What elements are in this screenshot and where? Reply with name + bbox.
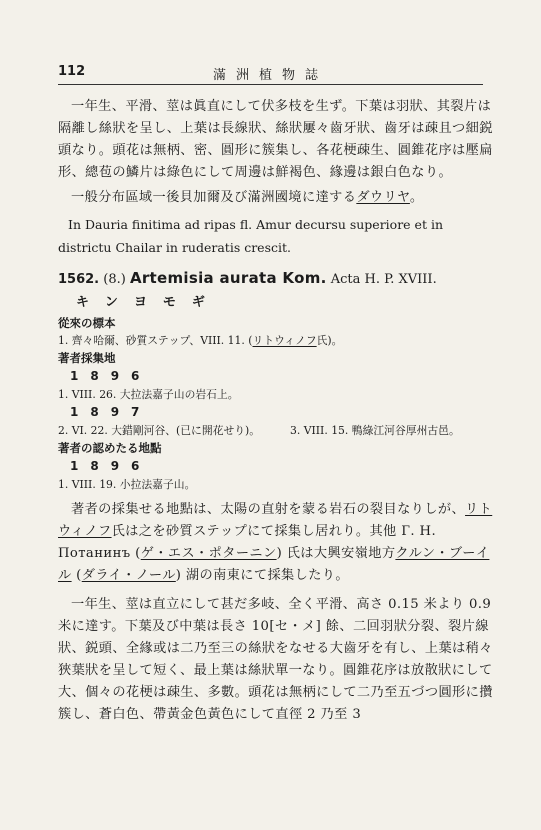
previous-record-end: 氏)。 xyxy=(316,334,343,347)
record-item: 1. VIII. 19. 小拉法嘉子山。 xyxy=(58,478,196,491)
description-paragraph: 一年生、平滑、莖は眞直にして伏多枝を生ず。下葉は羽狀、其裂片は隔離し絲狀を呈し、上葉は長線狀、絲狀屢々齒牙狀、齒牙は疎且つ細鋭頭なり。頭花は無柄、密、圓形に簇集し、各花梗疎生、圓錐花序は壓扁形、總苞の鱗片は綠色にして周邊は鮮褐色、緣邊は銀白色なり。 xyxy=(58,99,493,180)
japanese-name: キンヨモギ xyxy=(76,295,221,310)
page-body xyxy=(58,96,493,726)
entry-subnumber: (8.) xyxy=(103,272,126,287)
collector-name: リトウィノフ xyxy=(58,502,493,539)
habitat-text: 著者の採集せる地點は、太陽の直射を蒙る岩石の裂目なりしが、 xyxy=(71,502,466,517)
record-item: 1. VIII. 26. 大拉法嘉子山の岩石上。 xyxy=(58,388,239,401)
habitat-paragraph xyxy=(58,499,493,587)
section-previous-specimens: 從來の標本 xyxy=(58,316,116,330)
latin-paragraph: In Dauria finitima ad ripas fl. Amur decursu superiore et in districtu Chailar in ruderatis crescit. xyxy=(58,217,443,255)
habitat-text: ) 湖の南東にて採集したり。 xyxy=(175,568,349,583)
scientific-name: Artemisia aurata Kom. xyxy=(129,269,327,287)
year-heading: 1896 xyxy=(70,369,152,383)
habitat-text: ) 氏は大興安嶺地方 xyxy=(276,546,396,561)
place-name: クルン・ブーイル xyxy=(58,546,490,583)
citation: Acta H. P. XVIII. xyxy=(330,272,437,287)
entry-number: 1562. xyxy=(58,272,100,287)
previous-record-collector: リトウィノフ xyxy=(252,334,317,347)
species-entry-heading xyxy=(58,267,493,291)
habitat-text: 氏は之を砂質ステップにて採集し居れり。其他 Г. Н. Потанинъ ( xyxy=(58,524,437,561)
record-item: 2. VI. 22. 大錯剛河谷、(已に開花せり)。 xyxy=(58,424,261,437)
distribution-end: 。 xyxy=(409,190,424,205)
distribution-place: ダウリヤ xyxy=(356,190,410,205)
year-heading: 1896 xyxy=(70,459,152,473)
record-item: 3. VIII. 15. 鴨綠江河谷厚州古邑。 xyxy=(290,424,460,437)
page-header xyxy=(58,62,483,85)
previous-record-text: 1. 齊々哈爾、砂質ステップ、VIII. 11. ( xyxy=(58,334,253,347)
year-heading: 1897 xyxy=(70,405,152,419)
morphology-paragraph: 一年生、莖は直立にして甚だ多岐、全く平滑、高さ 0.15 米より 0.9 米に達す。下葉及び中葉は長さ 10[セ・メ] 餘、二回羽狀分裂、裂片線狀、鋭頭、全緣或は二乃至三の絲狀をなせる大齒牙を有し、上葉は稍々狹葉狀を呈して短く、最上葉は絲狀單一なり。圓錐花序は放散狀にして大、個々の花梗は疎生、多數。頭花は無柄にして二乃至五づつ圓形に攢簇し、蒼白色、帶黃金色黃色にして直徑 2 乃至 3 xyxy=(58,597,493,722)
running-title: 滿洲植物誌 xyxy=(212,68,328,83)
distribution-paragraph xyxy=(58,187,493,209)
distribution-text: 一般分布區域一後貝加爾及び滿洲國境に達する xyxy=(71,190,357,205)
collector-name: ゲ・エス・ポターニン xyxy=(140,546,277,561)
place-name: ダライ・ノール xyxy=(81,568,176,583)
page-number: 112 xyxy=(58,64,86,79)
habitat-text: ( xyxy=(71,568,82,583)
section-confirmed-localities: 著者の認めたる地點 xyxy=(58,441,162,455)
section-author-localities: 著者採集地 xyxy=(58,351,116,365)
record-pair xyxy=(58,422,493,439)
previous-record xyxy=(58,332,493,349)
